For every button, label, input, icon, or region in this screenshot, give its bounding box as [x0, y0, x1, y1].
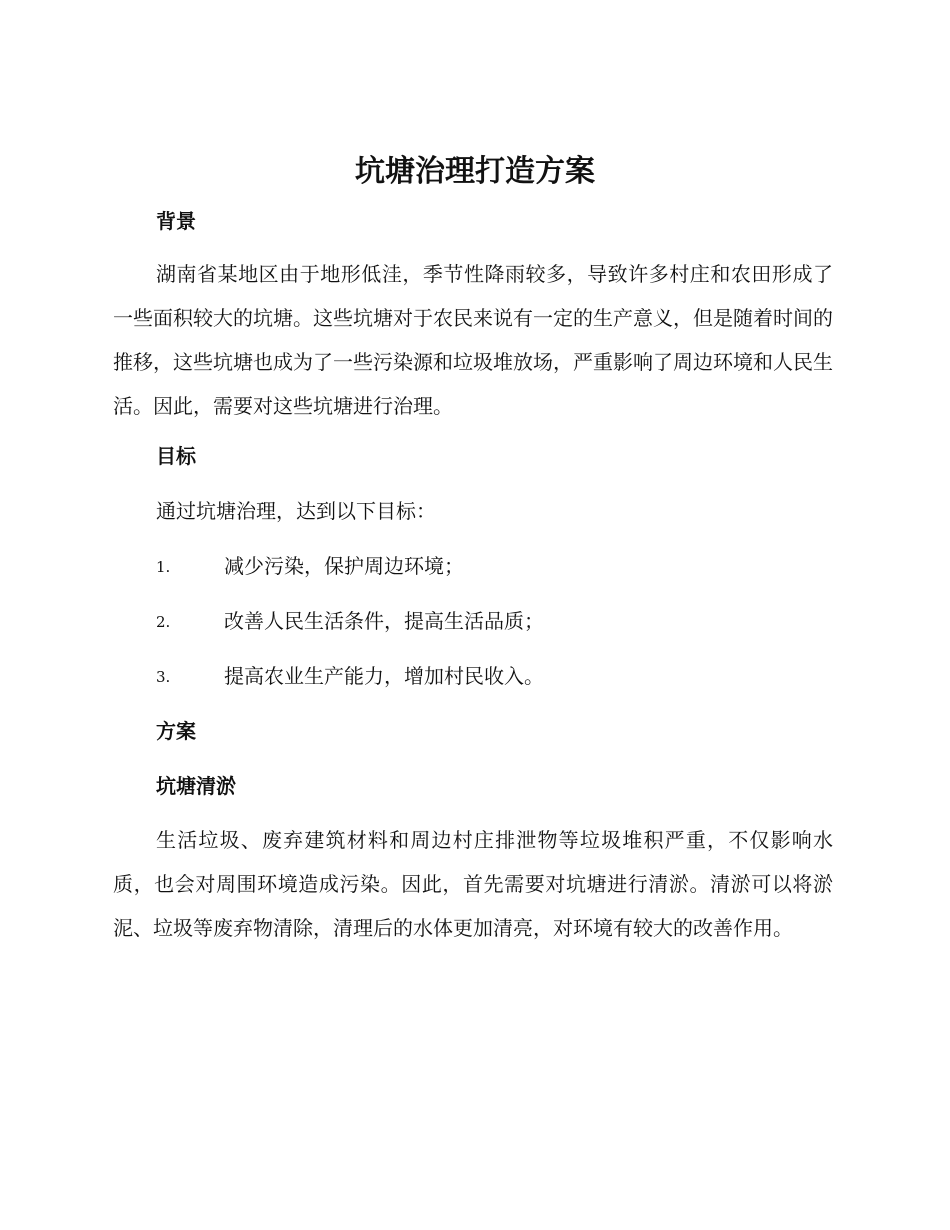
- list-text: 改善人民生活条件，提高生活品质；: [224, 609, 544, 633]
- background-paragraph: 湖南省某地区由于地形低洼，季节性降雨较多，导致许多村庄和农田形成了一些面积较大的坑塘。这些坑塘对于农民来说有一定的生产意义，但是随着时间的推移，这些坑塘也成为了一些污染源和垃圾堆放场，严重影响了周边环境和人民生活。因此，需要对这些坑塘进行治理。: [113, 262, 833, 418]
- section-heading-goals: 目标: [156, 444, 196, 468]
- list-number: 2.: [156, 613, 171, 631]
- goals-intro: 通过坑塘治理，达到以下目标：: [156, 499, 436, 523]
- list-number: 3.: [156, 668, 171, 686]
- subsection-heading-dredging: 坑塘清淤: [156, 774, 236, 798]
- section-heading-background: 背景: [156, 209, 196, 233]
- list-number: 1.: [156, 558, 171, 576]
- list-text: 提高农业生产能力，增加村民收入。: [224, 664, 544, 688]
- section-heading-plan: 方案: [156, 719, 196, 743]
- document-title: 坑塘治理打造方案: [355, 154, 595, 189]
- dredging-paragraph: 生活垃圾、废弃建筑材料和周边村庄排泄物等垃圾堆积严重，不仅影响水质，也会对周围环境造成污染。因此，首先需要对坑塘进行清淤。清淤可以将淤泥、垃圾等废弃物清除，清理后的水体更加清亮，对环境有较大的改善作用。: [113, 828, 833, 940]
- list-text: 减少污染，保护周边环境；: [224, 554, 464, 578]
